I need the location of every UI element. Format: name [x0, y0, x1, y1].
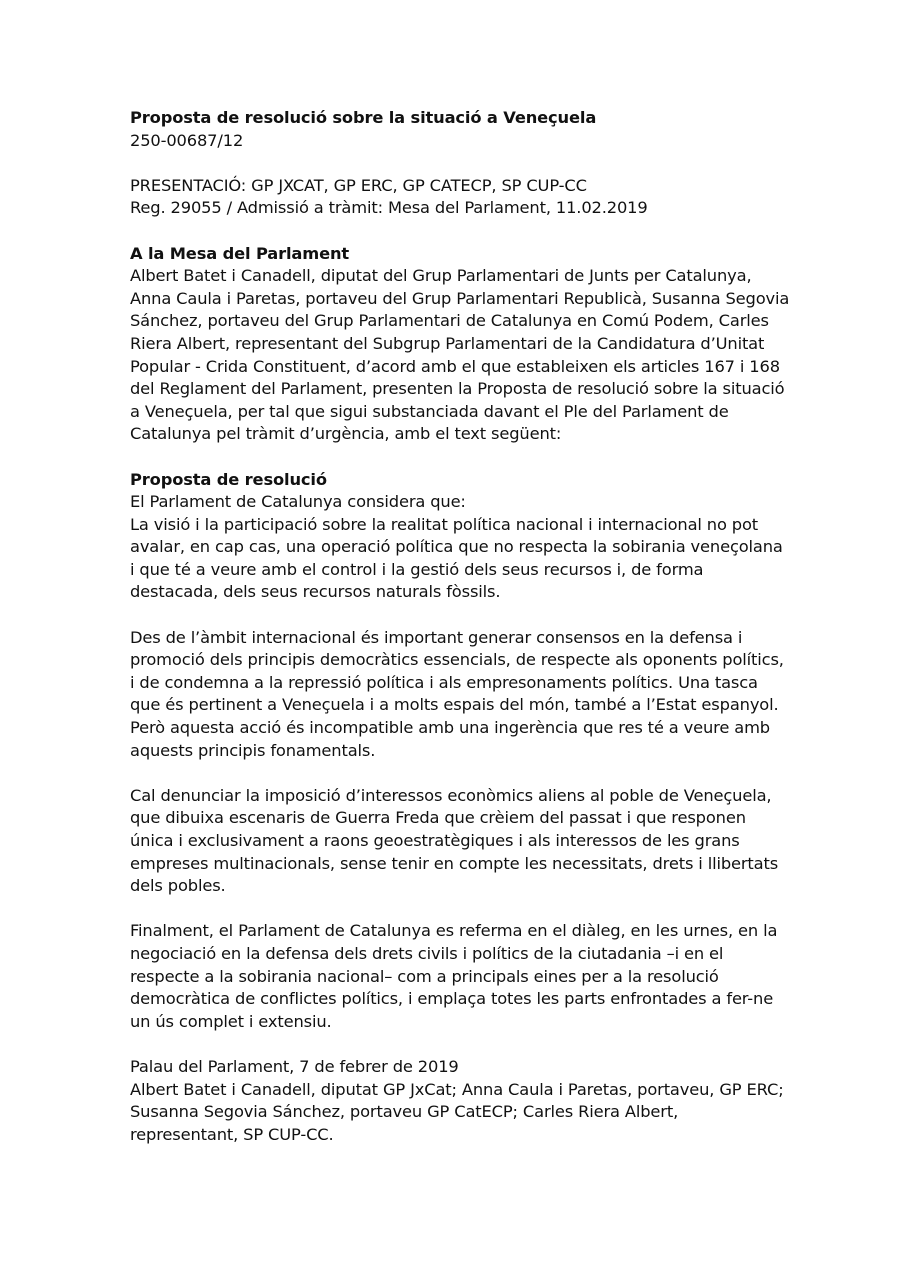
- spacer: [130, 762, 790, 785]
- registration-line: Reg. 29055 / Admissió a tràmit: Mesa del Parlament, 11.02.2019: [130, 198, 648, 218]
- place-date: Palau del Parlament, 7 de febrer de 2019: [130, 1056, 459, 1076]
- spacer: [130, 1033, 790, 1056]
- spacer: [130, 446, 790, 469]
- spacer: [130, 220, 790, 243]
- body-paragraph: Des de l’àmbit internacional és important generar consensos en la defensa i promoció dels principis democràtics essencials, de respecte als oponents polítics, i de condemna a la repressió política i als empresonaments polítics. Una tasca que és pertinent a Veneçuela i a molts espais del món, també a l’Estat espanyol. Però aquesta acció és incompatible amb una ingerència que res té a veure amb aquests principis fonamentals.: [130, 627, 784, 760]
- spacer: [130, 898, 790, 921]
- body-paragraph: Finalment, el Parlament de Catalunya es referma en el diàleg, en les urnes, en la negociació en la defensa dels drets civils i polítics de la ciutadania –i en el respecte a la sobirania nacional– com a principals eines per a la resolució democràtica de conflictes polítics, i emplaça totes les parts enfrontades a fer-ne un ús complet i extensiu.: [130, 921, 778, 1031]
- document-page: [130, 107, 790, 1146]
- addressee-heading: A la Mesa del Parlament: [130, 243, 350, 263]
- spacer: [130, 152, 790, 175]
- spacer: [130, 604, 790, 627]
- signatories: Albert Batet i Canadell, diputat GP JxCat; Anna Caula i Paretas, portaveu, GP ERC; Susanna Segovia Sánchez, portaveu GP CatECP; Carles Riera Albert, representant, SP CUP-CC.: [130, 1079, 784, 1144]
- document-title: Proposta de resolució sobre la situació a Veneçuela: [130, 108, 597, 127]
- presentation-line: PRESENTACIÓ: GP JXCAT, GP ERC, GP CATECP, SP CUP-CC: [130, 175, 587, 195]
- body-paragraph: La visió i la participació sobre la realitat política nacional i internacional no pot avalar, en cap cas, una operació política que no respecta la sobirania veneçolana i que té a veure amb el control i la gestió dels seus recursos i, de forma destacada, dels seus recursos naturals fòssils.: [130, 514, 783, 602]
- proposal-heading: Proposta de resolució: [130, 469, 327, 489]
- proposal-lead: El Parlament de Catalunya considera que:: [130, 492, 466, 512]
- body-paragraph: Cal denunciar la imposició d’interessos econòmics aliens al poble de Veneçuela, que dibuixa escenaris de Guerra Freda que crèiem del passat i que responen única i exclusivament a raons geoestratègiques i als interessos de les grans empreses multinacionals, sense tenir en compte les necessitats, drets i llibertats dels pobles.: [130, 785, 779, 896]
- reference-number: 250-00687/12: [130, 130, 244, 150]
- intro-paragraph: Albert Batet i Canadell, diputat del Grup Parlamentari de Junts per Catalunya, Anna Caula i Paretas, portaveu del Grup Parlamentari Republicà, Susanna Segovia Sánchez, portaveu del Grup Parlamentari de Catalunya en Comú Podem, Carles Riera Albert, representant del Subgrup Parlamentari de la Candidatura d’Unitat Popular - Crida Constituent, d’acord amb el que estableixen els articles 167 i 168 del Reglament del Parlament, presenten la Proposta de resolució sobre la situació a Veneçuela, per tal que sigui substanciada davant el Ple del Parlament de Catalunya pel tràmit d’urgència, amb el text següent:: [130, 266, 790, 444]
